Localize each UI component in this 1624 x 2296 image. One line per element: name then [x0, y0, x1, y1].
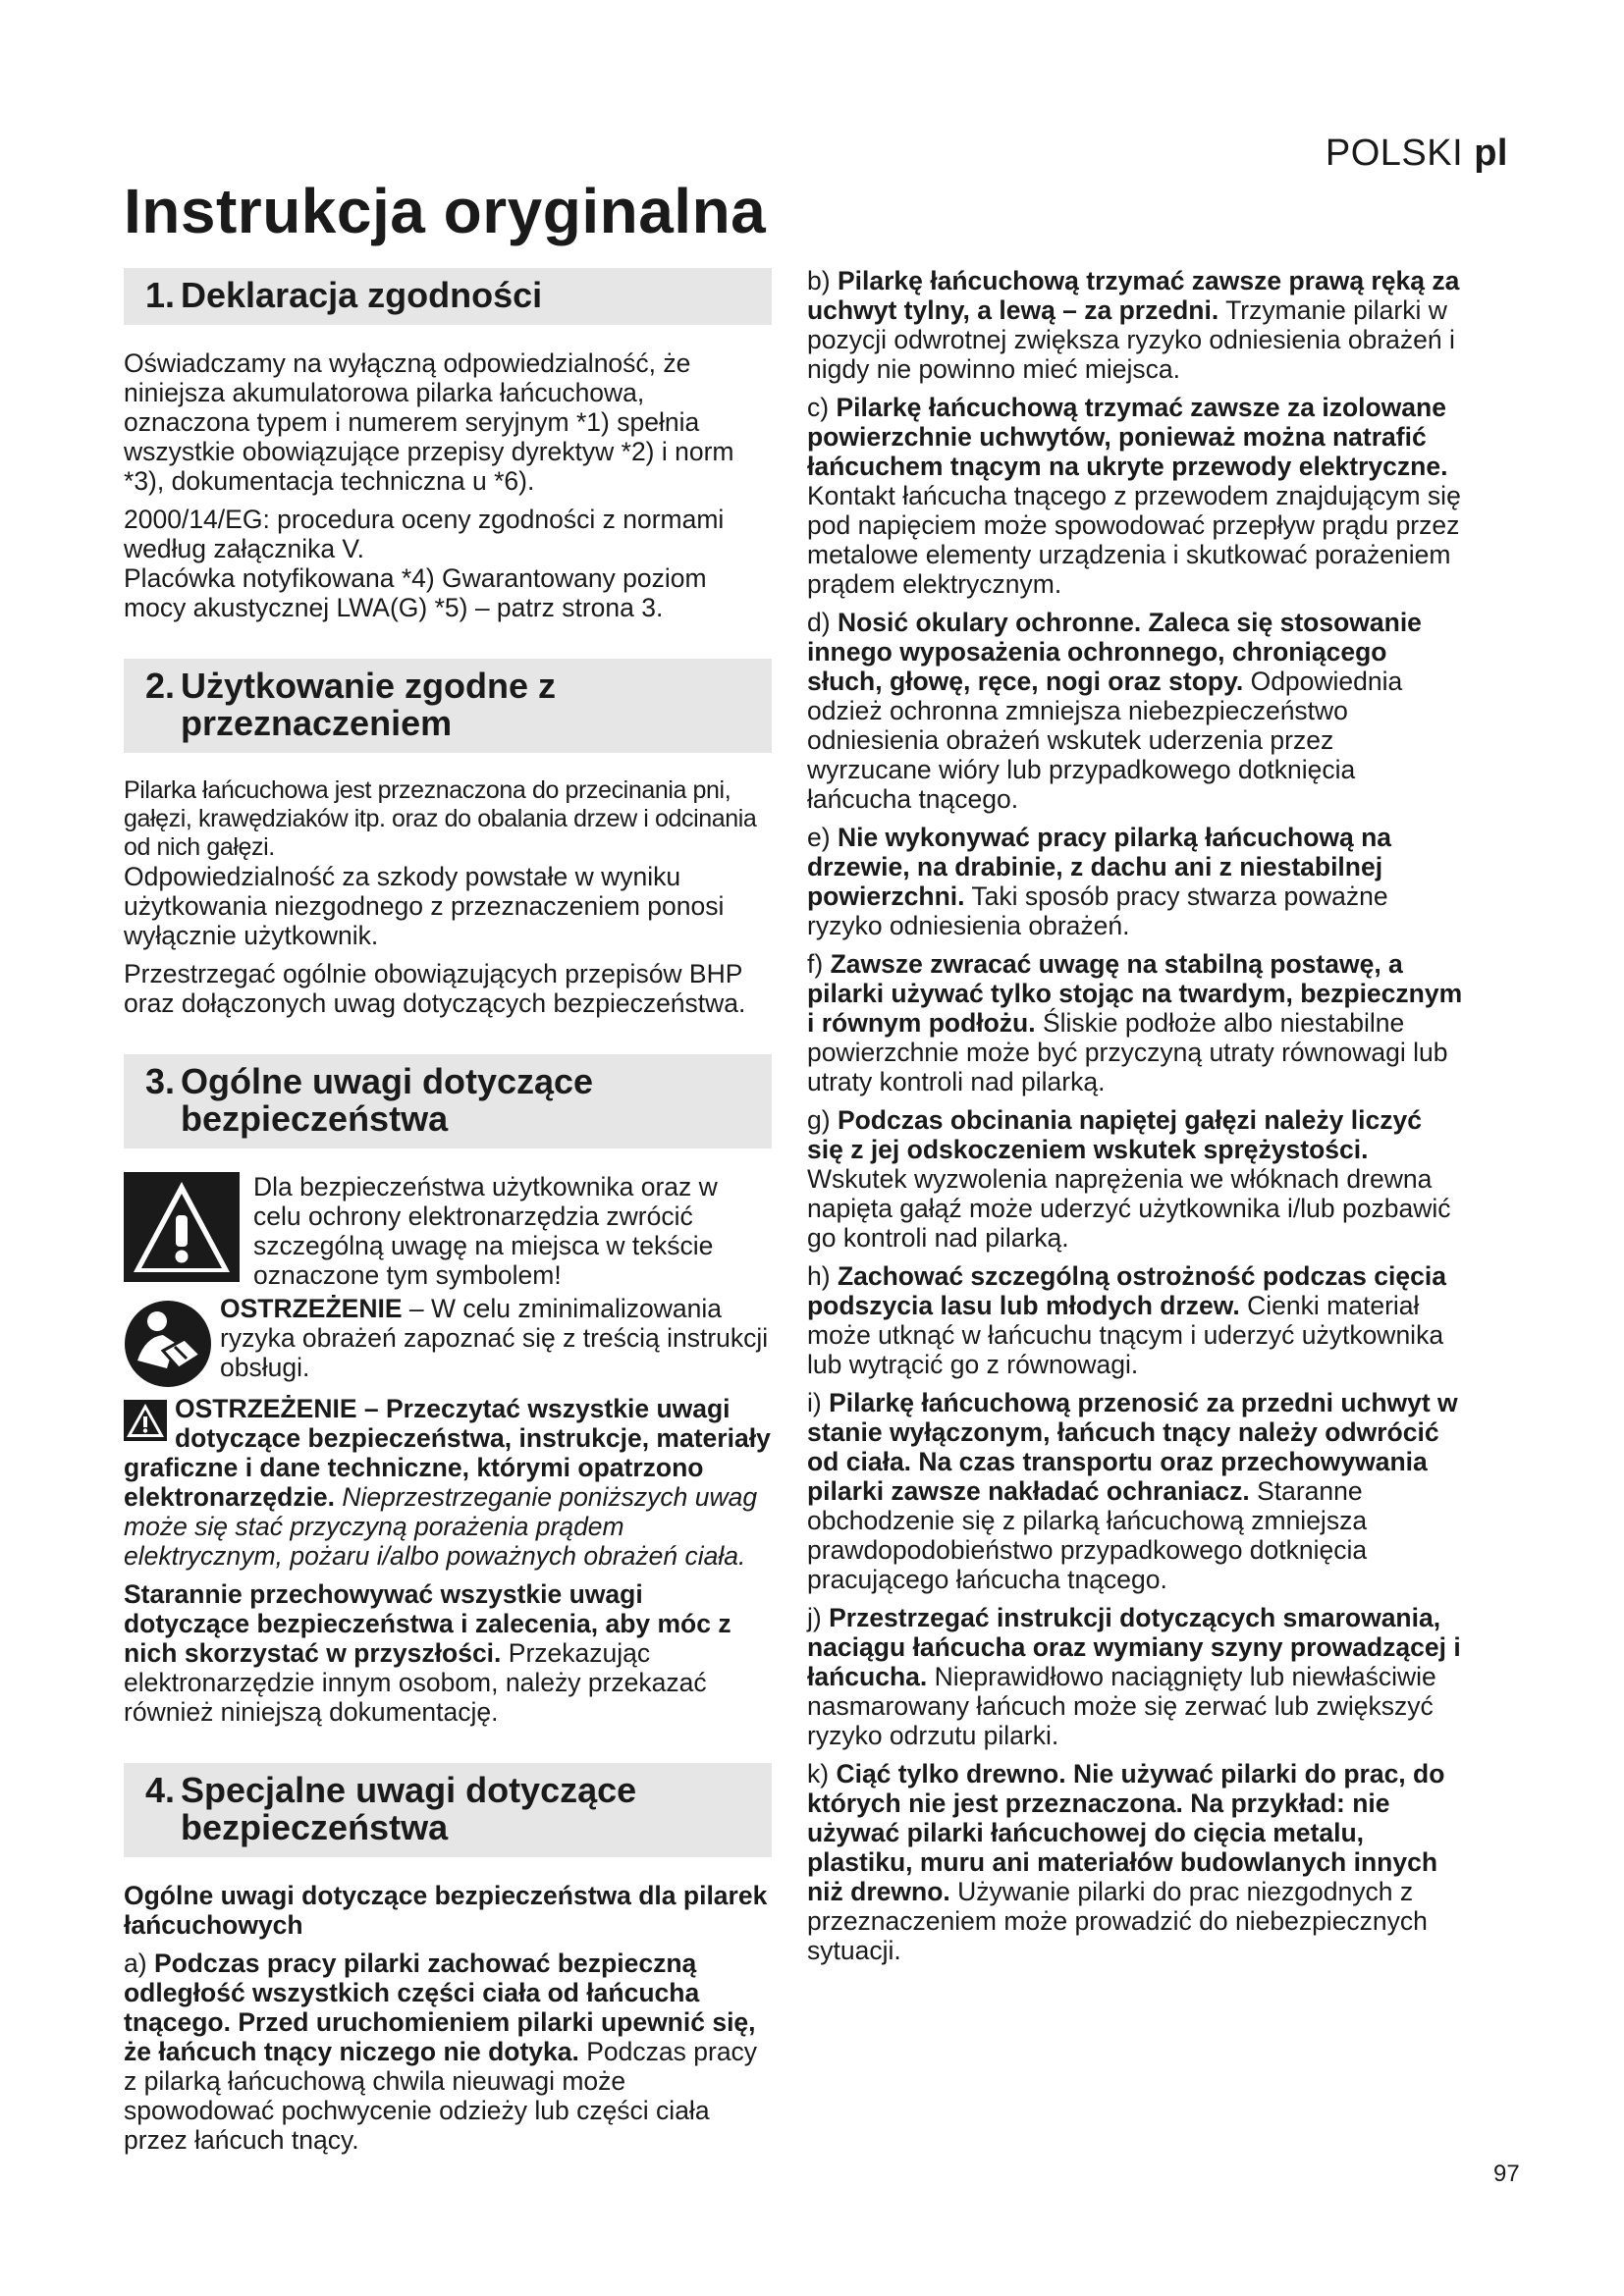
rule-c: c) Pilarkę łańcuchową trzymać zawsze za izolowane powierzchnie uchwytów, ponieważ można natrafić łańcuchem tnącym na ukryte przewody elektryczne. Kontakt łańcucha tnącego z przewodem znajdującym się pod napięciem może spowodować przepływ prądu przez metalowe elementy urządzenia i skutkować porażeniem prądem elektrycznym. [807, 393, 1461, 599]
rule-i: i) Pilarkę łańcuchową przenosić za przedni uchwyt w stanie wyłączonym, łańcuch tnący należy odwrócić od ciała. Na czas transportu oraz przechowywania pilarki zawsze nakładać ochraniacz. Staranne obchodzenie się z pilarką łańcuchową zmniejsza prawdopodobieństwo przypadkowego dotknięcia pracującego łańcucha tnącego. [807, 1388, 1458, 1594]
rule-j: j) Przestrzegać instrukcji dotyczących smarowania, naciągu łańcucha oraz wymiany szyny prowadzącej i łańcucha. Nieprawidłowo naciągnięty lub niewłaściwie nasmarowany łańcuch może się zerwać lub zwiększyć ryzyko odrzutu pilarki. [807, 1603, 1461, 1750]
warning-small-icon [124, 1400, 167, 1441]
s2-paragraph-1: Pilarka łańcuchowa jest przeznaczona do przecinania pni, gałęzi, krawędziaków itp. oraz do obalania drzew i odcinania od nich gałęzi. [124, 776, 757, 861]
page-number: 97 [1493, 2161, 1520, 2187]
rule-d: d) Nosić okulary ochronne. Zaleca się stosowanie innego wyposażenia ochronnego, chroniącego słuch, głowę, ręce, nogi oraz stopy. Odpowiednia odzież ochronna zmniejsza niebezpieczeństwo odniesienia obrażeń wskutek uderzenia przez wyrzucane wióry lub przypadkowego dotknięcia łańcucha tnącego. [807, 608, 1422, 814]
s2-paragraph-2: Odpowiedzialność za szkody powstałe w wyniku użytkowania niezgodnego z przeznaczeniem ponosi wyłącznie użytkownik. [124, 862, 725, 950]
rule-f: f) Zawsze zwracać uwagę na stabilną postawę, a pilarki używać tylko stojąc na twardym, bezpiecznym i równym podłożu. Śliskie podłoże albo niestabilne powierzchnie może być przyczyną utraty równowagi lub utraty kontroli nad pilarką. [807, 949, 1463, 1096]
section-4-heading: 4. Specjalne uwagi dotyczące bezpieczeństwa [124, 1763, 772, 1857]
s4-subheading: Ogólne uwagi dotyczące bezpieczeństwa dla pilarek łańcuchowych [124, 1881, 768, 1940]
right-column [807, 266, 1465, 1965]
section-2-heading: 2. Użytkowanie zgodne z przeznaczeniem [124, 659, 772, 753]
rule-g: g) Podczas obcinania napiętej gałęzi należy liczyć się z jej odskoczeniem wskutek sprężystości. Wskutek wyzwolenia naprężenia we włóknach drewna napięta gałąź może uderzyć użytkownika i/lub pozbawić go kontroli nad pilarką. [807, 1105, 1451, 1253]
left-column [124, 268, 772, 2155]
keep-instructions-note: Starannie przechowywać wszystkie uwagi dotyczące bezpieczeństwa i zalecenia, aby móc z nich skorzystać w przyszłości. Przekazując elektronarzędzie innym osobom, należy przekazać również niniejszą dokumentację. [124, 1579, 731, 1727]
s2-paragraph-3: Przestrzegać ogólnie obowiązujących przepisów BHP oraz dołączonych uwag dotyczących bezpieczeństwa. [124, 959, 746, 1018]
read-manual-text: OSTRZEŻENIE – W celu zminimalizowania ryzyka obrażeń zapoznać się z treścią instrukcji obsługi. [220, 1294, 769, 1382]
warning-note-text: Dla bezpieczeństwa użytkownika oraz w celu ochrony elektronarzędzia zwrócić szczególną uwagę na miejsca w tekście oznaczone tym symbolem! [253, 1172, 718, 1290]
s1-paragraph-2: 2000/14/EG: procedura oceny zgodności z normami według załącznika V. [124, 505, 725, 563]
s1-paragraph-1: Oświadczamy na wyłączną odpowiedzialność, że niniejsza akumulatorowa pilarka łańcuchowa, oznaczona typem i numerem seryjnym *1) spełnia wszystkie obowiązujące przepisy dyrektyw *2) i norm *3), dokumentacja techniczna u *6). [124, 348, 734, 496]
rule-k: k) Ciąć tylko drewno. Nie używać pilarki do prac, do których nie jest przeznaczona. Na przykład: nie używać pilarki łańcuchowej do cięcia metalu, plastiku, muru ani materiałów budowlanych innych niż drewno. Używanie pilarki do prac niezgodnych z przeznaczeniem może prowadzić do niebezpiecznych sytuacji. [807, 1759, 1445, 1965]
language-name: POLSKI [1325, 133, 1464, 174]
general-warning: OSTRZEŻENIE – Przeczytać wszystkie uwagi dotyczące bezpieczeństwa, instrukcje, materiały graficzne i dane techniczne, którymi opatrzono elektronarzędzie. Nieprzestrzeganie poniższych uwag może się stać przyczyną porażenia prądem elektrycznym, pożaru i/albo poważnych obrażeń ciała. [124, 1394, 771, 1571]
read-manual-note [124, 1294, 772, 1388]
section-3-heading: 3. Ogólne uwagi dotyczące bezpieczeństwa [124, 1054, 772, 1148]
language-code: pl [1474, 133, 1508, 174]
rule-b: b) Pilarkę łańcuchową trzymać zawsze prawą ręką za uchwyt tylny, a lewą – za przedni. Trzymanie pilarki w pozycji odwrotnej zwiększa ryzyko odniesienia obrażeń i nigdy nie powinno mieć miejsca. [807, 266, 1460, 384]
rule-a: a) Podczas pracy pilarki zachować bezpieczną odległość wszystkich części ciała od łańcucha tnącego. Przed uruchomieniem pilarki upewnić się, że łańcuch tnący niczego nie dotyka. Podczas pracy z pilarką łańcuchową chwila nieuwagi może spowodować pochwycenie odzieży lub części ciała przez łańcuch tnący. [124, 1949, 758, 2155]
read-manual-icon [124, 1300, 212, 1388]
warning-note [124, 1172, 772, 1290]
section-1-heading: 1. Deklaracja zgodności [124, 268, 772, 325]
language-label [1326, 133, 1508, 175]
page-title: Instrukcja oryginalna [124, 176, 767, 246]
s1-paragraph-3: Placówka notyfikowana *4) Gwarantowany poziom mocy akustycznej LWA(G) *5) – patrz strona 3. [124, 563, 707, 622]
rule-e: e) Nie wykonywać pracy pilarką łańcuchową na drzewie, na drabinie, z dachu ani z niestabilnej powierzchni. Taki sposób pracy stwarza poważne ryzyko odniesienia obrażeń. [807, 823, 1392, 940]
rule-h: h) Zachować szczególną ostrożność podczas cięcia podszycia lasu lub młodych drzew. Cienki materiał może utknąć w łańcuchu tnącym i uderzyć użytkownika lub wytrącić go z równowagi. [807, 1261, 1446, 1379]
warning-triangle-icon [124, 1172, 240, 1282]
